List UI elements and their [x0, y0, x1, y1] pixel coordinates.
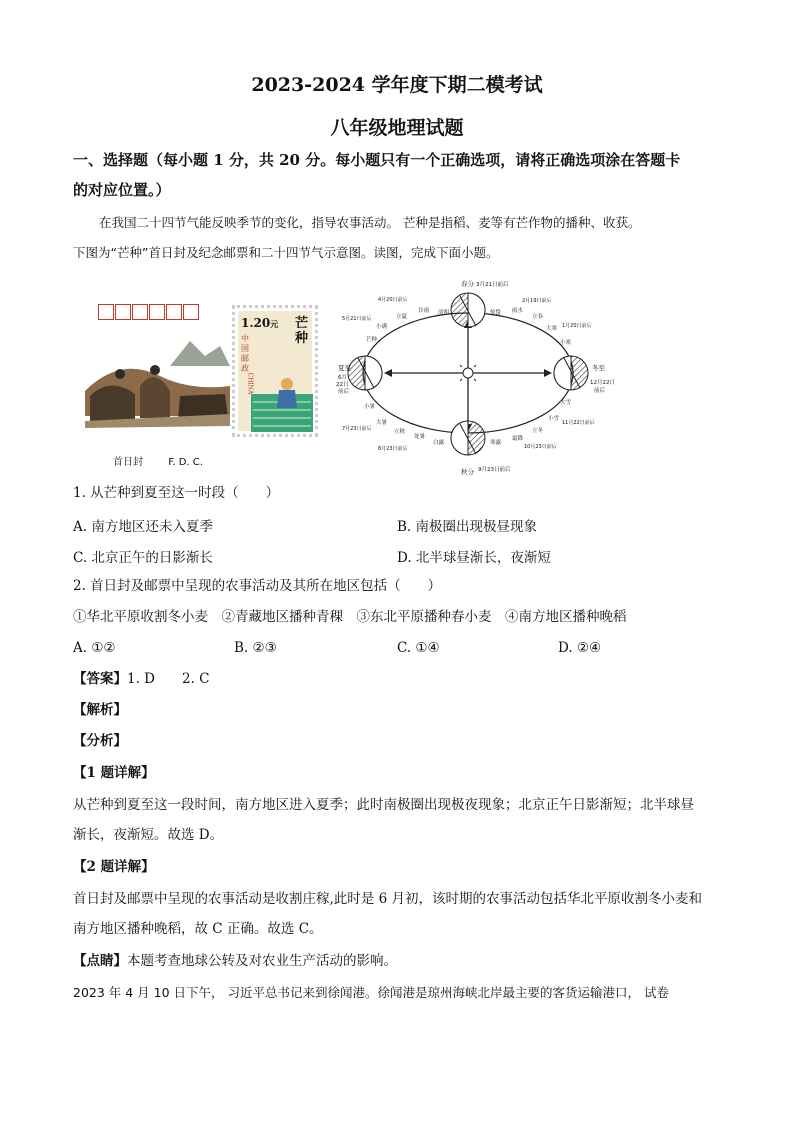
term-jingzhe: 惊蛰 [490, 310, 502, 316]
stamp-title: 芒种 [295, 316, 309, 346]
q2-option-a: A. ①② [73, 640, 116, 656]
label-summer: 夏至 [338, 364, 351, 372]
intro-line1: 在我国二十四节气能反映季节的变化，指导农事活动。 芒种是指稻、麦等有芒作物的播种、收获。 [99, 215, 641, 230]
date-jan20: 1月20日前后 [562, 323, 592, 329]
term-mangzhong: 芒种 [366, 337, 378, 343]
term-lixia: 立夏 [396, 314, 408, 320]
term-lidong: 立冬 [532, 428, 544, 434]
date-oct23: 10月23日前后 [524, 444, 557, 450]
q1-detail-line2: 渐长，夜渐短。故选 D。 [73, 827, 224, 843]
term-liqiu: 立秋 [394, 429, 406, 435]
term-bailu: 白露 [433, 440, 445, 446]
term-dashu: 大暑 [376, 420, 388, 426]
stamp-field-art [237, 374, 317, 434]
term-xiaoxue: 小雪 [548, 416, 560, 422]
q1-option-c: C. 北京正午的日影渐长 [73, 550, 213, 566]
q2-detail-label: 【2 题详解】 [73, 859, 155, 875]
q2-detail-line2: 南方地区播种晚稻，故 C 正确。故选 C。 [73, 921, 323, 937]
earth-autumn-icon [451, 421, 485, 455]
exam-title: 2023-2024 学年度下期二模考试 [251, 74, 543, 96]
earth-summer-icon [348, 356, 382, 390]
term-lichun: 立春 [532, 314, 544, 320]
solar-terms-diagram [330, 276, 630, 476]
q2-items: ①华北平原收割冬小麦 ②青藏地区播种青稞 ③东北平原播种春小麦 ④南方地区播种晚稻 [73, 609, 627, 625]
q2-stem: 2. 首日封及邮票中呈现的农事活动及其所在地区包括（ ） [73, 578, 442, 594]
label-winter-date1: 12月22日 [590, 380, 615, 386]
fdc-label: 首日封 [113, 457, 143, 468]
date-feb19: 2月19日前后 [522, 298, 552, 304]
label-summer-date2: 22日 [336, 382, 349, 388]
date-apr20: 4月20日前后 [378, 297, 408, 303]
fenxi-label: 【分析】 [73, 733, 127, 749]
farming-illustration [80, 296, 230, 436]
q2-detail-line1: 首日封及邮票中呈现的农事活动是收割庄稼,此时是 6 月初，该时期的农事活动包括华北平原收割冬小麦和 [73, 891, 702, 907]
commemorative-stamp [232, 305, 318, 437]
first-day-cover [80, 296, 230, 468]
label-summer-date3: 前后 [338, 389, 350, 395]
label-spring: 春分 [461, 280, 474, 288]
label-autumn: 秋分 [461, 468, 474, 476]
dianjing-text: 本题考查地球公转及对农业生产活动的影响。 [127, 953, 397, 969]
term-shuangjiang: 霜降 [512, 436, 524, 442]
answer-label: 【答案】 [73, 671, 127, 687]
date-may21: 5月21日前后 [342, 316, 372, 322]
label-winter: 冬至 [592, 364, 605, 372]
term-dahan: 大寒 [546, 326, 558, 332]
stamp-value: 1.20 [241, 316, 271, 330]
q2-option-c: C. ①④ [397, 640, 440, 656]
exam-subtitle: 八年级地理试题 [330, 117, 464, 139]
term-xiaoshu: 小暑 [364, 404, 376, 410]
q1-option-a: A. 南方地区还未入夏季 [73, 519, 213, 535]
q1-stem: 1. 从芒种到夏至这一时段（ ） [73, 485, 280, 501]
term-hanlu: 寒露 [490, 440, 502, 446]
term-qingming: 清明 [438, 310, 450, 316]
date-jul23: 7月23日前后 [342, 426, 372, 432]
earth-spring-icon [451, 293, 485, 327]
q1-detail-line1: 从芒种到夏至这一段时间，南方地区进入夏季；此时南极圈出现极夜现象；北京正午日影渐短；北半球昼 [73, 797, 694, 813]
fdc-code: F. D. C. [168, 457, 203, 468]
dianjing-line [73, 946, 723, 976]
term-chushu: 处暑 [414, 434, 426, 440]
q1-option-d: D. 北半球昼渐长，夜渐短 [397, 550, 551, 566]
term-guyu: 谷雨 [418, 308, 430, 314]
q1-option-b: B. 南极圈出现极昼现象 [397, 519, 538, 535]
date-aug23: 8月23日前后 [378, 446, 408, 452]
q2-option-d: D. ②④ [558, 640, 602, 656]
next-passage-line: 2023 年 4 月 10 日下午， 习近平总书记来到徐闻港。徐闻港是琼州海峡北岸最主要的客货运输港口， 试卷 [73, 985, 669, 1000]
stamp-country: 中国邮政 [241, 334, 249, 373]
label-spring-date: 3月21日前后 [476, 282, 509, 288]
label-autumn-date: 9月23日前后 [478, 467, 511, 473]
term-yushui: 雨水 [512, 308, 524, 314]
q1-detail-label: 【1 题详解】 [73, 765, 155, 781]
label-summer-date1: 6月 [338, 375, 347, 381]
stamp-unit: 元 [270, 319, 279, 329]
label-winter-date2: 前后 [594, 388, 606, 394]
dianjing-label: 【点睛】 [73, 953, 127, 969]
section-heading-line1: 一、选择题（每小题 1 分，共 20 分。每小题只有一个正确选项，请将正确选项涂在答题卡 [73, 151, 681, 169]
date-nov22: 11月22日前后 [562, 420, 595, 426]
term-xiaohan: 小寒 [560, 340, 572, 346]
answer-line [73, 664, 723, 694]
q2-option-b: B. ②③ [234, 640, 277, 656]
earth-winter-icon [554, 356, 588, 390]
analysis-label: 【解析】 [73, 702, 127, 718]
stamp-en: CHINA [246, 372, 254, 395]
section-heading-line2: 的对应位置。） [73, 181, 171, 199]
answer-value: 1. D 2. C [127, 671, 210, 687]
intro-line2: 下图为“芒种”首日封及纪念邮票和二十四节气示意图。读图，完成下面小题。 [73, 245, 499, 260]
term-daxue: 大雪 [560, 400, 572, 406]
term-xiaoman: 小满 [376, 324, 388, 330]
